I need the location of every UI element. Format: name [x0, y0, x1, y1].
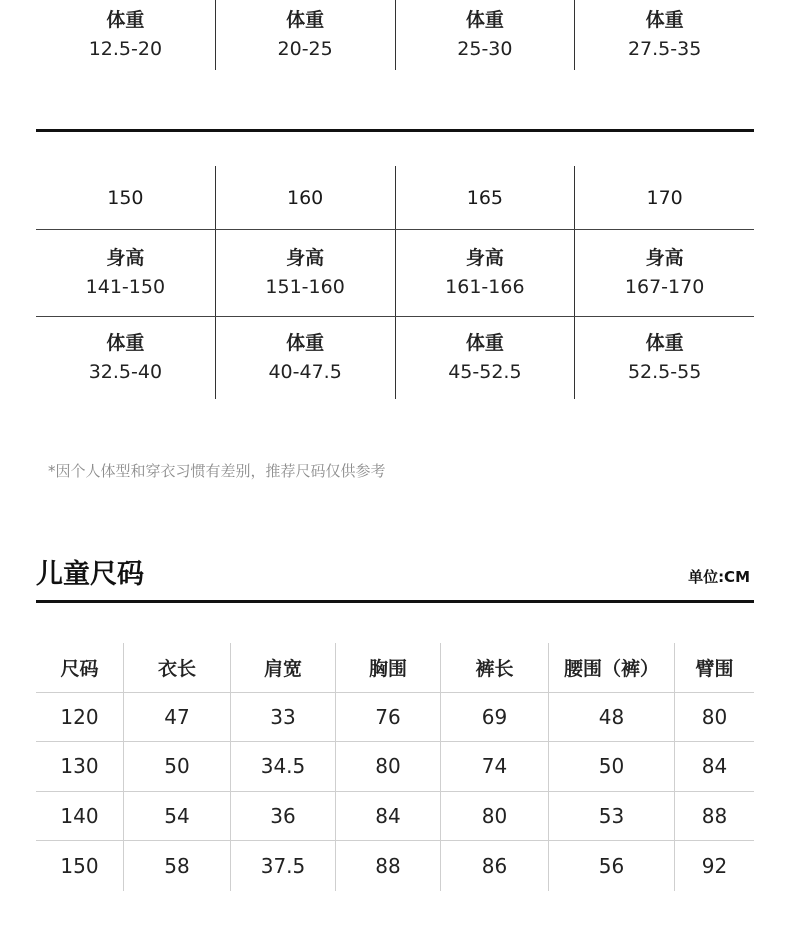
weight-value: 45-52.5	[448, 361, 522, 383]
table-cell: 50	[123, 742, 230, 791]
weight-label: 体重	[645, 9, 684, 31]
weight-value: 52.5-55	[627, 361, 702, 383]
column-header: 裤长	[440, 643, 548, 692]
table-cell: 80	[335, 742, 440, 791]
weight-label: 体重	[465, 332, 504, 354]
weight-value: 12.5-20	[88, 38, 163, 60]
weight-value: 32.5-40	[88, 361, 163, 383]
size-row	[36, 166, 754, 230]
weight-label: 体重	[465, 9, 504, 31]
table-cell: 69	[440, 693, 548, 742]
table-cell: 56	[548, 841, 674, 891]
size-cell: 165	[395, 166, 575, 229]
weight-cell	[36, 317, 215, 399]
table-cell: 130	[60, 754, 99, 779]
kids-size-title: 儿童尺码	[36, 559, 144, 590]
height-cell	[36, 230, 215, 316]
table-row	[36, 841, 754, 891]
table-row	[36, 792, 754, 842]
weight-value: 25-30	[457, 38, 513, 60]
size-cell: 150	[107, 186, 144, 209]
weight-cell	[574, 0, 754, 70]
table-row	[36, 693, 754, 743]
table-cell: 53	[548, 792, 674, 841]
table-cell: 84	[335, 792, 440, 841]
height-value: 167-170	[624, 276, 705, 298]
table-cell: 48	[548, 693, 674, 742]
size-grid	[36, 166, 754, 399]
column-header: 腰围（裤）	[548, 643, 674, 692]
table-cell: 92	[674, 841, 754, 891]
height-cell	[574, 230, 754, 316]
column-header: 肩宽	[230, 643, 335, 692]
table-cell: 54	[123, 792, 230, 841]
table-cell: 37.5	[230, 841, 335, 891]
table-cell: 80	[440, 792, 548, 841]
section-divider	[36, 129, 754, 132]
weight-cell	[215, 317, 395, 399]
height-label: 身高	[645, 247, 684, 269]
table-cell: 88	[674, 792, 754, 841]
table-cell: 120	[60, 704, 99, 729]
height-value: 161-166	[445, 276, 525, 298]
table-cell: 86	[440, 841, 548, 891]
table-cell: 80	[674, 693, 754, 742]
weight-label: 体重	[286, 9, 325, 31]
height-value: 141-150	[85, 276, 166, 298]
height-cell	[215, 230, 395, 316]
table-cell: 34.5	[230, 742, 335, 791]
table-row	[36, 742, 754, 792]
size-cell: 170	[574, 166, 754, 229]
column-header: 衣长	[123, 643, 230, 692]
size-note: *因个人体型和穿衣习惯有差别，推荐尺码仅供参考	[48, 462, 386, 480]
weight-cell	[36, 0, 215, 70]
table-cell: 47	[123, 693, 230, 742]
size-cell: 160	[215, 166, 395, 229]
height-label: 身高	[106, 247, 145, 269]
table-cell: 76	[335, 693, 440, 742]
weight-row	[36, 317, 754, 399]
top-weight-grid	[36, 0, 754, 70]
unit-label: 单位:CM	[688, 568, 750, 586]
weight-cell	[215, 0, 395, 70]
height-cell	[395, 230, 575, 316]
weight-label: 体重	[286, 332, 325, 354]
weight-label: 体重	[106, 9, 145, 31]
weight-value: 27.5-35	[627, 38, 702, 60]
height-label: 身高	[465, 247, 504, 269]
height-row	[36, 230, 754, 317]
weight-label: 体重	[645, 332, 684, 354]
table-cell: 88	[335, 841, 440, 891]
table-cell: 33	[230, 693, 335, 742]
column-header: 臂围	[674, 643, 754, 692]
column-header: 胸围	[335, 643, 440, 692]
weight-cell	[395, 0, 575, 70]
weight-cell	[395, 317, 575, 399]
weight-value: 40-47.5	[268, 361, 342, 383]
height-label: 身高	[286, 247, 325, 269]
section-divider	[36, 600, 754, 603]
height-value: 151-160	[265, 276, 345, 298]
table-cell: 140	[60, 803, 99, 828]
table-cell: 150	[60, 853, 99, 878]
weight-label: 体重	[106, 332, 145, 354]
table-cell: 50	[548, 742, 674, 791]
table-cell: 74	[440, 742, 548, 791]
kids-size-table	[36, 643, 754, 891]
weight-cell	[574, 317, 754, 399]
table-cell: 58	[123, 841, 230, 891]
table-cell: 36	[230, 792, 335, 841]
table-header-row	[36, 643, 754, 693]
table-cell: 84	[674, 742, 754, 791]
weight-value: 20-25	[277, 38, 333, 60]
column-header: 尺码	[60, 657, 99, 680]
